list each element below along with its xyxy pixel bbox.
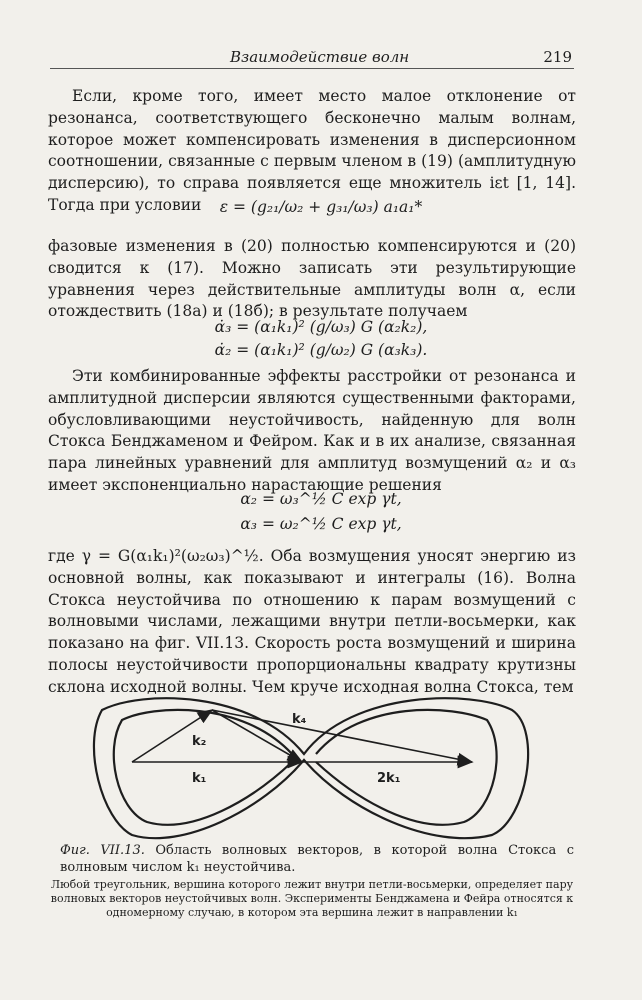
paragraph-1-text: Если, кроме того, имеет место малое отклонение от резонанса, соответствующего бесконечно малым волнам, которое может компенсировать изменения в дисперсионном соотношении, связанные с первым членом в (19) (амплитудную дисперсию), то справа появляется еще множитель iεt [1, 14]. Тогда при условии [48,87,576,214]
label-k1: k₁ [192,771,207,786]
page-number: 219 [543,48,572,66]
label-k2: k₂ [192,734,207,749]
paragraph-4 [48,546,576,699]
equation-alpha-3: α₃ = ω₂^½ C exp γt, [240,515,402,533]
vector-k4 [212,710,472,762]
paragraph-3 [48,366,576,497]
running-title: Взаимодействие волн [230,48,410,66]
equation-amp-3: α̇₃ = (α₁k₁)² (g/ω₃) G (α₂k₂), [214,318,428,336]
equation-amp-2: α̇₂ = (α₁k₁)² (g/ω₂) G (α₃k₃). [214,341,428,359]
paragraph-4-text: где γ = G(α₁k₁)²(ω₂ω₃)^½. Оба возмущения уносят энергию из основной волны, как показывают и интегралы (16). Волна Стокса неустойчива по отношению к парам возмущений с волновыми числами, лежащими внутри петли-восьмерки, как показано на фиг. VII.13. Скорость роста возмущений и ширина полосы неустойчивости пропорциональны квадрату крутизны склона исходной волны. Чем круче исходная волна Стокса, тем [48,547,576,696]
running-header [50,46,574,69]
figure-caption [60,842,574,876]
paragraph-2 [48,236,576,323]
figure-note: Любой треугольник, вершина которого лежит внутри петли-восьмерки, определяет пару волновых векторов неустойчивых волн. Эксперименты Бенджамена и Фейра относятся к одномерному случаю, в котором эта вершина лежит в направлении k₁ [50,878,574,919]
caption-text: Область волновых векторов, в которой волна Стокса с волновым числом k₁ неустойчива. [60,843,574,875]
paragraph-2-text: фазовые изменения в (20) полностью компенсируются и (20) сводится к (17). Можно записать эти результирующие уравнения через действительные амплитуды волн α, если отождествить (18а) и (18б); в результате получаем [48,237,576,321]
caption-prefix: Фиг. VII.13. [60,843,145,858]
equation-epsilon: ε = (g₂₁/ω₂ + g₃₁/ω₃) a₁a₁* [219,198,423,216]
figure-eight-inner-loop [114,710,497,825]
paragraph-3-text: Эти комбинированные эффекты расстройки от резонанса и амплитудной дисперсии являются существенными факторами, обусловливающими неустойчивость, найденную для волн Стокса Бенджаменом и Фейром. Как и в их анализе, связанная пара линейных уравнений для амплитуд возмущений α₂ и α₃ имеет экспоненциально нарастающие решения [48,367,576,494]
label-2k1: 2k₁ [377,771,401,786]
figure-eight-outer-loop [94,698,528,838]
figure-eight-diagram [92,690,532,840]
label-k4: k₄ [292,712,307,727]
equation-alpha-2: α₂ = ω₃^½ C exp γt, [240,490,402,508]
